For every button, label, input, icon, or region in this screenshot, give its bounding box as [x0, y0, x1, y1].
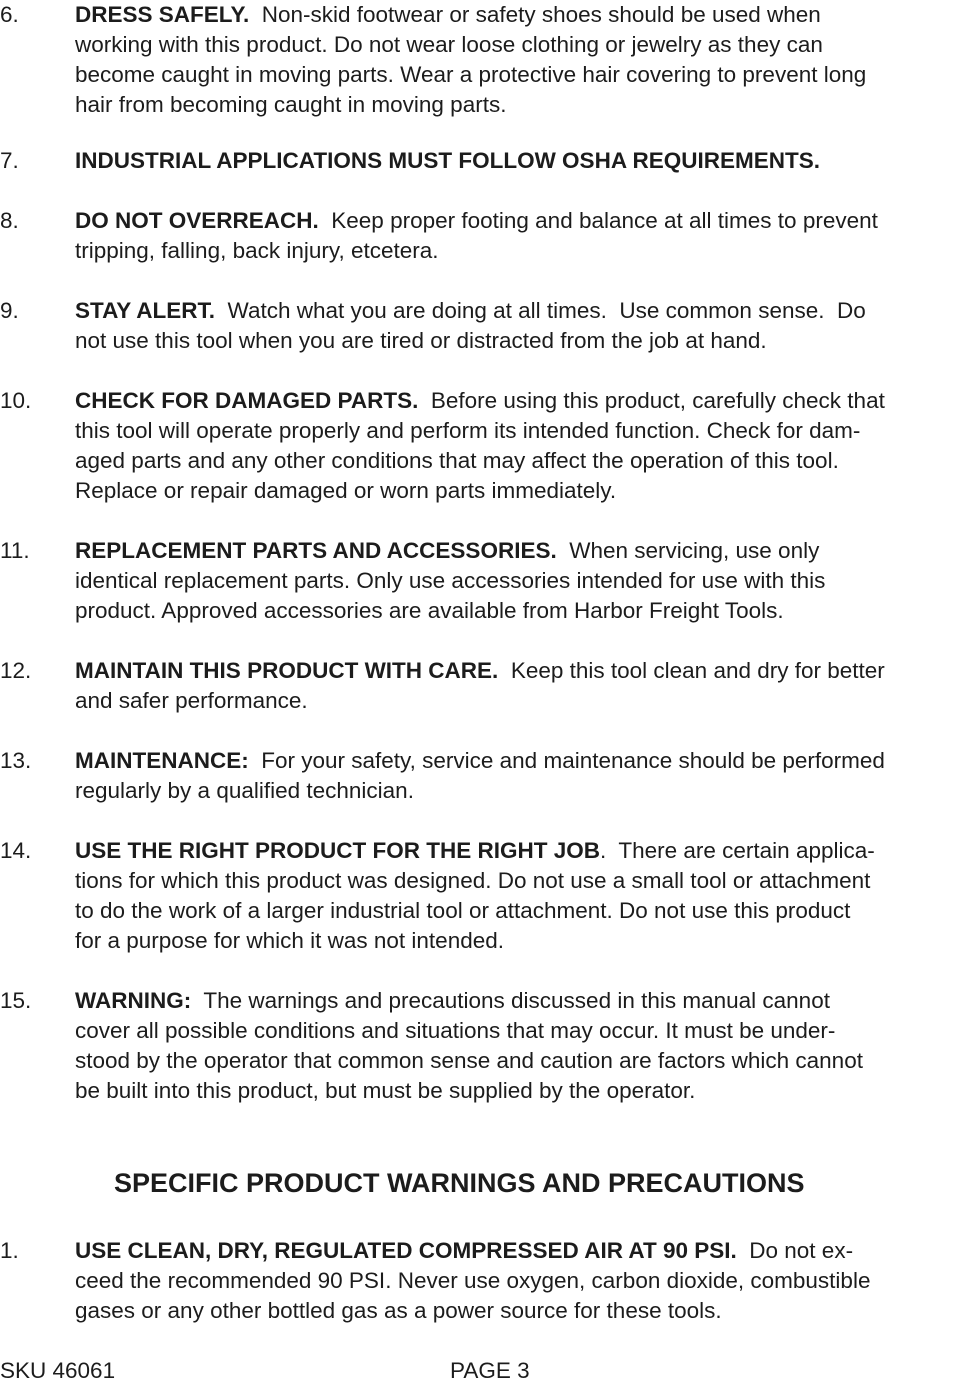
- item-number: 13.: [0, 748, 32, 773]
- item-line: hair from becoming caught in moving parts.: [75, 92, 507, 117]
- item-line: ceed the recommended 90 PSI. Never use oxygen, carbon dioxide, combustible: [75, 1268, 871, 1293]
- item-line-text: . There are certain applica-: [600, 838, 875, 863]
- item-line: [75, 656, 973, 686]
- item-line: [75, 386, 973, 416]
- item-line-text: Before using this product, carefully check that: [418, 388, 885, 413]
- item-text: [75, 836, 973, 956]
- item-text: [75, 656, 973, 716]
- item-line: cover all possible conditions and situations that may occur. It must be under-: [75, 1018, 836, 1043]
- item-text: [75, 146, 973, 176]
- item-number: 15.: [0, 988, 32, 1013]
- item-number: 14.: [0, 838, 32, 863]
- item-title: DRESS SAFELY.: [75, 2, 250, 27]
- item-line: become caught in moving parts. Wear a protective hair covering to prevent long: [75, 62, 867, 87]
- item-title: USE THE RIGHT PRODUCT FOR THE RIGHT JOB: [75, 838, 601, 863]
- item-title: STAY ALERT.: [75, 298, 216, 323]
- item-title: DO NOT OVERREACH.: [75, 208, 319, 233]
- item-number: 8.: [0, 208, 19, 233]
- item-line: [75, 0, 973, 30]
- item-line: tions for which this product was designed. Do not use a small tool or attachment: [75, 868, 871, 893]
- item-title: CHECK FOR DAMAGED PARTS.: [75, 388, 419, 413]
- item-line-text: Keep this tool clean and dry for better: [498, 658, 885, 683]
- item-line: [75, 206, 973, 236]
- item-line: this tool will operate properly and perform its intended function. Check for dam-: [75, 418, 861, 443]
- item-line-text: The warnings and precautions discussed in this manual cannot: [191, 988, 830, 1013]
- item-title: REPLACEMENT PARTS AND ACCESSORIES.: [75, 538, 557, 563]
- item-line: working with this product. Do not wear loose clothing or jewelry as they can: [75, 32, 823, 57]
- item-line-text: Watch what you are doing at all times. Use common sense. Do: [215, 298, 866, 323]
- item-line-text: Do not ex-: [736, 1238, 854, 1263]
- item-line: stood by the operator that common sense and caution are factors which cannot: [75, 1048, 863, 1073]
- item-title: MAINTENANCE:: [75, 748, 249, 773]
- item-text: [75, 536, 973, 626]
- item-line: tripping, falling, back injury, etcetera.: [75, 238, 439, 263]
- item-line: identical replacement parts. Only use accessories intended for use with this: [75, 568, 826, 593]
- item-line: aged parts and any other conditions that may affect the operation of this tool.: [75, 448, 839, 473]
- item-line: and safer performance.: [75, 688, 308, 713]
- item-line: [75, 746, 973, 776]
- item-number: 12.: [0, 658, 32, 683]
- item-line-text: Non-skid footwear or safety shoes should be used when: [249, 2, 821, 27]
- footer-sku: SKU 46061: [0, 1358, 116, 1383]
- item-line: for a purpose for which it was not intended.: [75, 928, 504, 953]
- item-number: 9.: [0, 298, 19, 323]
- item-line-text: Keep proper footing and balance at all times to prevent: [318, 208, 878, 233]
- item-line: gases or any other bottled gas as a power source for these tools.: [75, 1298, 722, 1323]
- item-text: [75, 1236, 973, 1326]
- item-number: 6.: [0, 2, 19, 27]
- item-text: [75, 746, 973, 806]
- item-line: [75, 1236, 973, 1266]
- item-text: [75, 296, 973, 356]
- item-number: 11.: [0, 538, 30, 563]
- item-line: [75, 986, 973, 1016]
- item-text: [75, 986, 973, 1106]
- item-title: WARNING:: [75, 988, 192, 1013]
- item-line: be built into this product, but must be supplied by the operator.: [75, 1078, 696, 1103]
- section-heading: SPECIFIC PRODUCT WARNINGS AND PRECAUTIONS: [114, 1168, 805, 1198]
- item-number: 10.: [0, 388, 32, 413]
- item-text: [75, 206, 973, 266]
- item-number: 7.: [0, 148, 19, 173]
- footer-page-number: PAGE 3: [450, 1358, 530, 1383]
- item-title: USE CLEAN, DRY, REGULATED COMPRESSED AIR AT 90 PSI.: [75, 1238, 737, 1263]
- item-line: not use this tool when you are tired or distracted from the job at hand.: [75, 328, 767, 353]
- item-line: Replace or repair damaged or worn parts immediately.: [75, 478, 617, 503]
- item-line: [75, 296, 973, 326]
- item-text: [75, 0, 973, 120]
- item-title: MAINTAIN THIS PRODUCT WITH CARE.: [75, 658, 499, 683]
- item-line: [75, 146, 973, 176]
- item-line: regularly by a qualified technician.: [75, 778, 414, 803]
- item-text: [75, 386, 973, 506]
- item-line: to do the work of a larger industrial tool or attachment. Do not use this product: [75, 898, 851, 923]
- item-line: [75, 836, 973, 866]
- item-line: [75, 536, 973, 566]
- item-number: 1.: [0, 1238, 19, 1263]
- item-line-text: When servicing, use only: [556, 538, 820, 563]
- item-title: INDUSTRIAL APPLICATIONS MUST FOLLOW OSHA REQUIREMENTS.: [75, 148, 820, 173]
- item-line-text: For your safety, service and maintenance should be performed: [248, 748, 885, 773]
- item-line: product. Approved accessories are available from Harbor Freight Tools.: [75, 598, 784, 623]
